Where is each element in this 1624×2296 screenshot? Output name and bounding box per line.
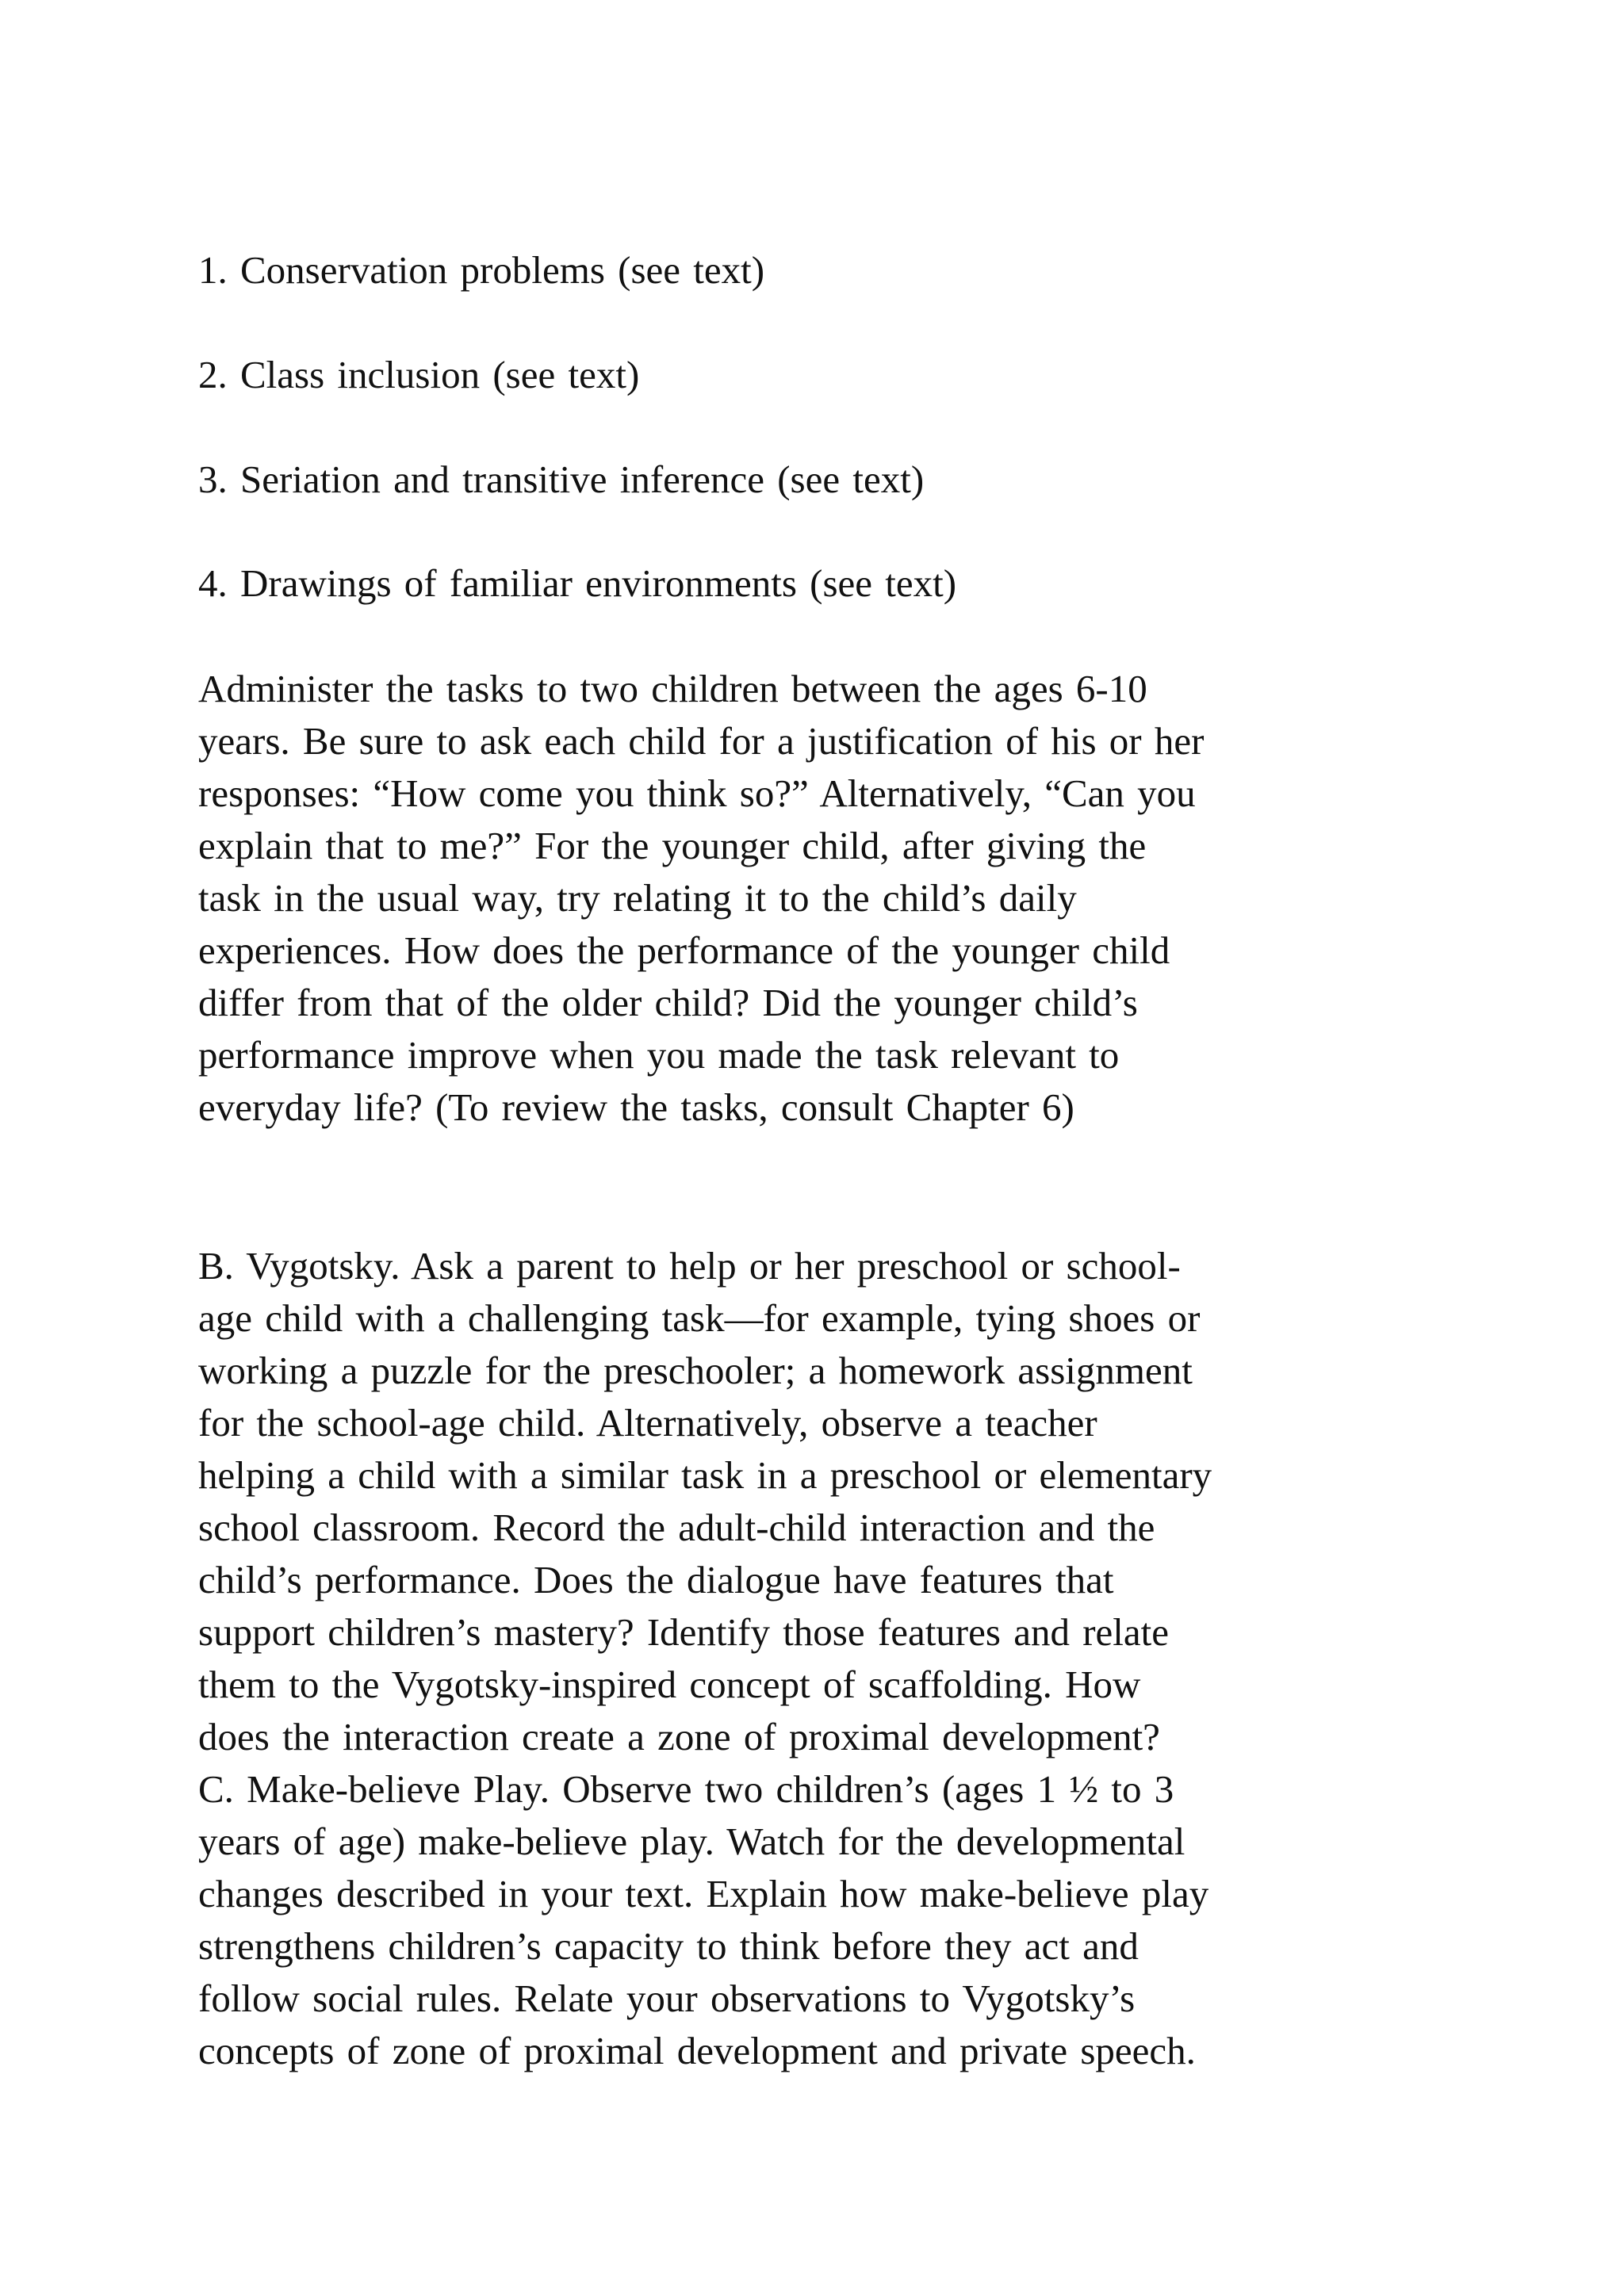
paragraph-line: years. Be sure to ask each child for a justification of his or her bbox=[198, 719, 1205, 763]
paragraph-line: them to the Vygotsky-inspired concept of scaffolding. How bbox=[198, 1663, 1141, 1706]
paragraph-line: responses: “How come you think so?” Alternatively, “Can you bbox=[198, 771, 1196, 815]
list-item-drawings: 4. Drawings of familiar environments (see text) bbox=[198, 561, 957, 605]
paragraph-line: child’s performance. Does the dialogue have features that bbox=[198, 1558, 1114, 1601]
paragraph-line: does the interaction create a zone of proximal development? bbox=[198, 1715, 1160, 1758]
paragraph-line: performance improve when you made the task relevant to bbox=[198, 1033, 1120, 1077]
paragraph-line: helping a child with a similar task in a preschool or elementary bbox=[198, 1453, 1212, 1497]
paragraph-line: years of age) make-believe play. Watch for the developmental bbox=[198, 1820, 1185, 1863]
paragraph-line: working a puzzle for the preschooler; a homework assignment bbox=[198, 1349, 1193, 1392]
paragraph-line: support children’s mastery? Identify those features and relate bbox=[198, 1610, 1169, 1654]
paragraph-line: concepts of zone of proximal development and private speech. bbox=[198, 2029, 1196, 2072]
paragraph-line: age child with a challenging task—for example, tying shoes or bbox=[198, 1296, 1201, 1340]
paragraph-line: explain that to me?” For the younger child, after giving the bbox=[198, 824, 1147, 867]
list-item-conservation: 1. Conservation problems (see text) bbox=[198, 248, 765, 292]
paragraph-line: for the school-age child. Alternatively, observe a teacher bbox=[198, 1401, 1097, 1445]
paragraph-line: strengthens children’s capacity to think before they act and bbox=[198, 1924, 1139, 1968]
list-item-class-inclusion: 2. Class inclusion (see text) bbox=[198, 353, 640, 396]
paragraph-line: experiences. How does the performance of the younger child bbox=[198, 928, 1170, 972]
paragraph-line: changes described in your text. Explain how make-believe play bbox=[198, 1872, 1209, 1915]
paragraph-line: follow social rules. Relate your observations to Vygotsky’s bbox=[198, 1976, 1136, 2020]
paragraph-line: everyday life? (To review the tasks, consult Chapter 6) bbox=[198, 1085, 1074, 1129]
paragraph-line: B. Vygotsky. Ask a parent to help or her preschool or school- bbox=[198, 1244, 1181, 1288]
list-item-seriation: 3. Seriation and transitive inference (see text) bbox=[198, 457, 925, 501]
paragraph-line: Administer the tasks to two children between the ages 6-10 bbox=[198, 667, 1147, 710]
paragraph-line: differ from that of the older child? Did the younger child’s bbox=[198, 981, 1138, 1024]
paragraph-line: task in the usual way, try relating it to the child’s daily bbox=[198, 876, 1077, 920]
paragraph-line: C. Make-believe Play. Observe two children’s (ages 1 ½ to 3 bbox=[198, 1767, 1174, 1811]
paragraph-line: school classroom. Record the adult-child interaction and the bbox=[198, 1506, 1155, 1549]
